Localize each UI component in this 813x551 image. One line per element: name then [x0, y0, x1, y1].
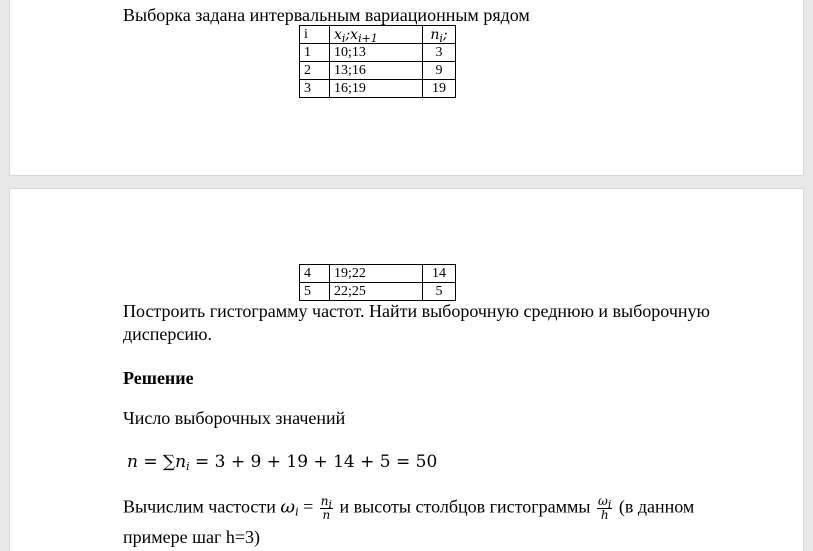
header-n-sep: ; [442, 26, 448, 43]
header-sep: ; [345, 26, 351, 43]
table-header-row [300, 26, 456, 44]
frac1-den: n [322, 508, 331, 522]
cell-interval: 22;25 [330, 283, 423, 301]
cell-i: 3 [300, 80, 330, 98]
cell-i: 2 [300, 62, 330, 80]
frac1-num [320, 495, 333, 509]
cell-interval: 10;13 [330, 44, 423, 62]
cell-n: 14 [423, 265, 456, 283]
frac2-num [597, 495, 612, 509]
freq-text-2: и высоты столбцов гистограммы [335, 496, 596, 517]
omega-symbol: ω [280, 496, 296, 518]
table-row [300, 62, 456, 80]
cell-interval: 16;19 [330, 80, 423, 98]
omega-sub: i [295, 505, 299, 519]
header-x: x [334, 26, 342, 43]
task-line-2: дисперсию. [123, 324, 212, 344]
frac1-num-sub: i [328, 498, 333, 511]
table-row [300, 80, 456, 98]
frac1-num-text: n [320, 494, 329, 508]
task-line-1: Построить гистограмму частот. Найти выборочную среднюю и выборочную [123, 301, 710, 321]
formula-n [127, 451, 437, 473]
header-n: n [430, 26, 440, 43]
header-x2: x [350, 26, 359, 43]
freq-text-1: Вычислим частости [123, 496, 281, 517]
cell-interval: 19;22 [330, 265, 423, 283]
freq-text-3: (в данном [614, 496, 695, 517]
page-1 [10, 0, 803, 175]
cell-n: 5 [423, 283, 456, 301]
cell-interval: 13;16 [330, 62, 423, 80]
page-2 [10, 189, 803, 551]
header-freq [423, 26, 456, 44]
table-row [300, 283, 456, 301]
freq-line [123, 495, 694, 522]
frac2-num-sub: i [607, 498, 612, 511]
step-line: примере шаг h=3) [123, 527, 261, 547]
header-n-sub: i [439, 31, 443, 45]
formula-lhs: n = ∑n [127, 452, 187, 472]
freq-eq: = [298, 496, 318, 517]
frac2-num-text: ω [598, 494, 608, 508]
table-row [300, 44, 456, 62]
fraction-omega-over-h [597, 495, 612, 522]
intro-text: Выборка задана интервальным вариационным рядом [123, 5, 530, 25]
header-x-sub: i [341, 31, 346, 45]
cell-n: 3 [423, 44, 456, 62]
formula-rhs: = 3 + 9 + 19 + 14 + 5 = 50 [189, 452, 438, 472]
header-i: i [300, 26, 330, 44]
cell-i: 4 [300, 265, 330, 283]
header-x2-sub: i+1 [358, 31, 378, 45]
fraction-ni-over-n [320, 495, 333, 522]
cell-n: 9 [423, 62, 456, 80]
cell-i: 5 [300, 283, 330, 301]
header-interval [330, 26, 423, 44]
solution-heading: Решение [123, 368, 194, 388]
cell-i: 1 [300, 44, 330, 62]
interval-table-part-2 [299, 264, 456, 301]
count-text: Число выборочных значений [123, 408, 346, 428]
formula-lhs-sub: i [186, 460, 190, 473]
interval-table-part-1 [299, 25, 456, 98]
cell-n: 19 [423, 80, 456, 98]
table-row [300, 265, 456, 283]
frac2-den: h [600, 508, 609, 522]
